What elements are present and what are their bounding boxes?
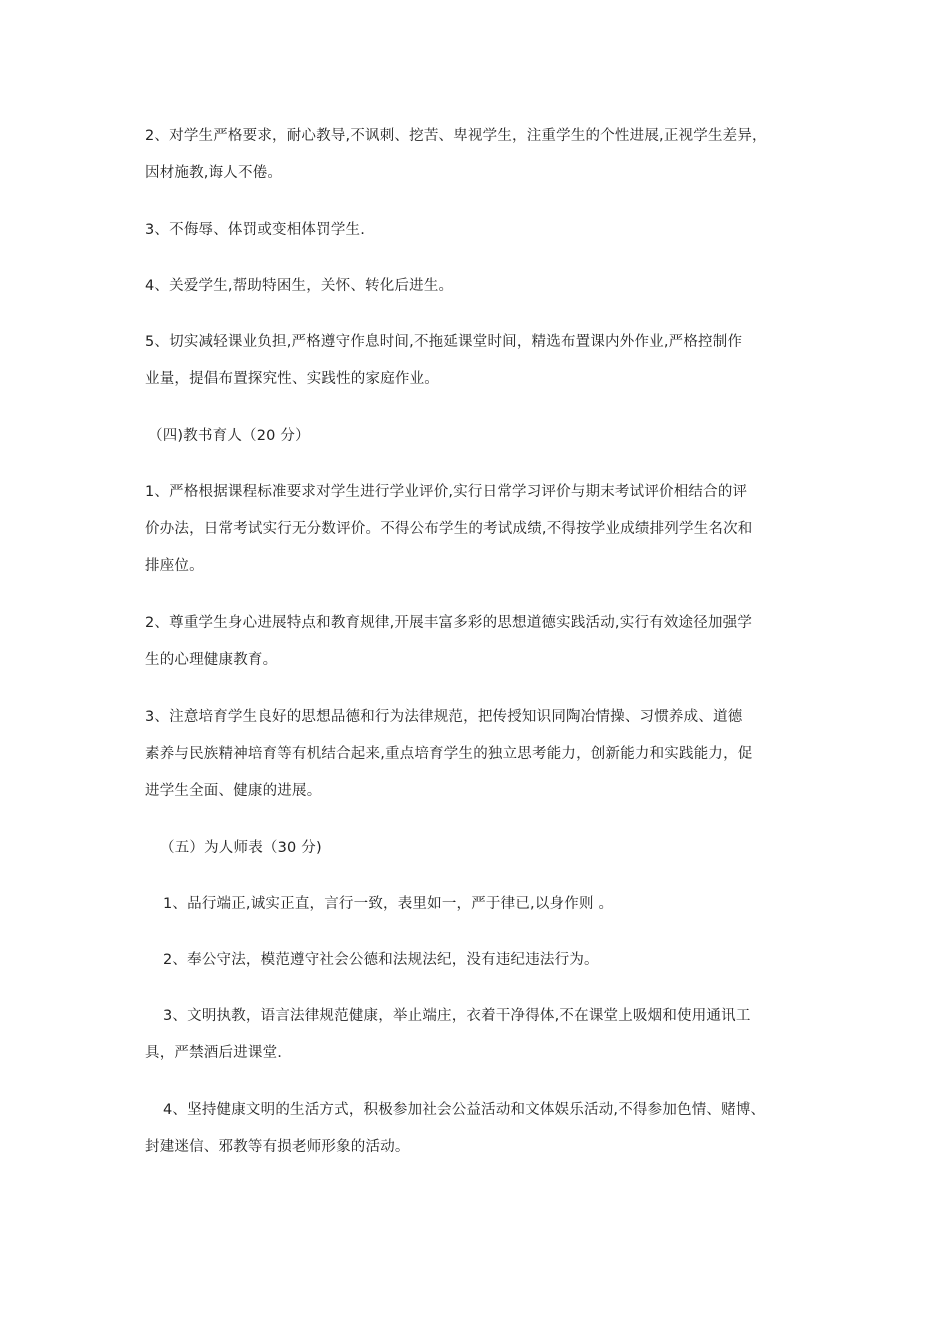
section-heading-4 bbox=[148, 418, 823, 455]
text-line: 具，严禁酒后进课堂. bbox=[145, 1045, 283, 1061]
text-line: 进学生全面、健康的进展。 bbox=[145, 783, 322, 799]
text-line: 5、切实减轻课业负担,严格遵守作息时间,不拖延课堂时间，精选布置课内外作业,严格控制作 bbox=[145, 334, 743, 350]
text-line: 2、尊重学生身心进展特点和教育规律,开展丰富多彩的思想道德实践活动,实行有效途径加强学 bbox=[145, 615, 753, 631]
paragraph-item-2-moral-education bbox=[145, 605, 820, 679]
text-line: 因材施教,诲人不倦。 bbox=[145, 165, 283, 181]
text-line: 价办法，日常考试实行无分数评价。不得公布学生的考试成绩,不得按学业成绩排列学生名次和 bbox=[145, 521, 753, 537]
text-line: 4、坚持健康文明的生活方式，积极参加社会公益活动和文体娱乐活动,不得参加色情、赌博、 bbox=[163, 1102, 766, 1118]
text-line: 2、奉公守法，模范遵守社会公德和法规法纪，没有违纪违法行为。 bbox=[163, 952, 599, 968]
text-line: 3、注意培育学生良好的思想品德和行为法律规范，把传授知识同陶冶情操、习惯养成、道德 bbox=[145, 709, 743, 725]
text-line: 生的心理健康教育。 bbox=[145, 652, 278, 668]
text-line: 3、文明执教，语言法律规范健康，举止端庄，衣着干净得体,不在课堂上吸烟和使用通讯工 bbox=[163, 1008, 751, 1024]
paragraph-item-3-no-punishment bbox=[145, 212, 820, 249]
heading-text: （四)教书育人（20 分） bbox=[148, 428, 310, 444]
text-line: 1、严格根据课程标准要求对学生进行学业评价,实行日常学习评价与期末考试评价相结合的评 bbox=[145, 484, 748, 500]
text-line: 1、品行端正,诚实正直，言行一致，表里如一，严于律已,以身作则 。 bbox=[163, 896, 614, 912]
paragraph-item-1-evaluation bbox=[145, 474, 820, 585]
text-line: 封建迷信、邪教等有损老师形象的活动。 bbox=[145, 1139, 410, 1155]
paragraph-item-3-civil-teaching bbox=[145, 998, 820, 1072]
paragraph-item-4-care-students bbox=[145, 268, 820, 305]
paragraph-item-3-character-building bbox=[145, 699, 820, 810]
text-line: 2、对学生严格要求，耐心教导,不讽刺、挖苦、卑视学生，注重学生的个性进展,正视学生差异， bbox=[145, 128, 767, 144]
text-line: 排座位。 bbox=[145, 558, 204, 574]
paragraph-item-1-integrity bbox=[163, 886, 823, 923]
section-heading-5 bbox=[160, 830, 835, 867]
paragraph-item-2-law-abiding bbox=[163, 942, 823, 979]
paragraph-item-2-strict-requirements bbox=[145, 118, 820, 192]
paragraph-item-4-healthy-lifestyle bbox=[145, 1092, 820, 1166]
heading-text: （五）为人师表（30 分) bbox=[160, 840, 322, 856]
text-line: 3、不侮辱、体罚或变相体罚学生. bbox=[145, 222, 366, 238]
text-line: 业量，提倡布置探究性、实践性的家庭作业。 bbox=[145, 371, 439, 387]
text-line: 4、关爱学生,帮助特困生，关怀、转化后进生。 bbox=[145, 278, 454, 294]
paragraph-item-5-reduce-burden bbox=[145, 324, 820, 398]
text-line: 素养与民族精神培育等有机结合起来,重点培育学生的独立思考能力，创新能力和实践能力，促 bbox=[145, 746, 753, 762]
